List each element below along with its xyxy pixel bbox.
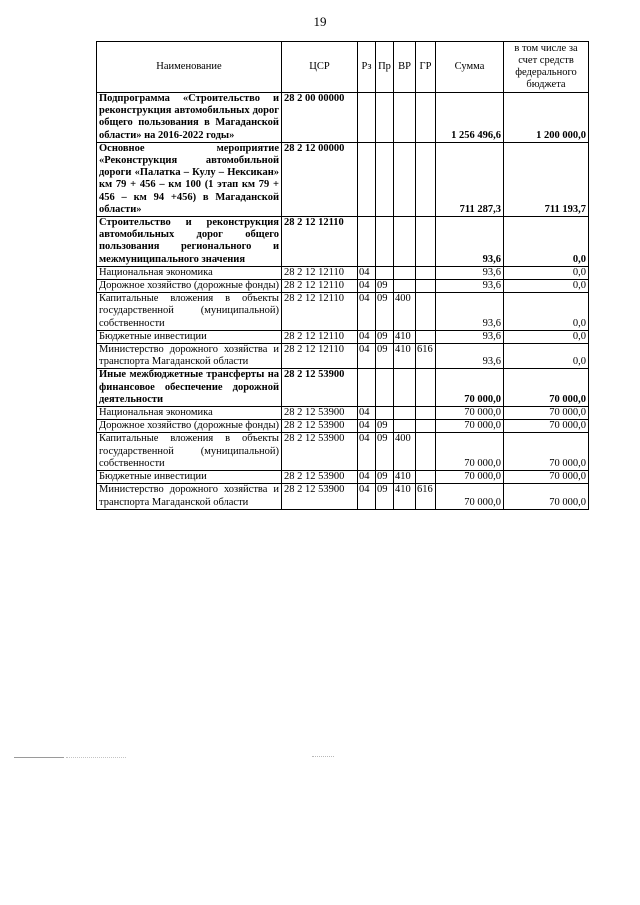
cell-vr: 410 bbox=[394, 484, 416, 509]
cell-federal: 711 193,7 bbox=[504, 142, 589, 216]
cell-federal: 1 200 000,0 bbox=[504, 93, 589, 143]
cell-csr: 28 2 12 53900 bbox=[282, 471, 358, 484]
page-number: 19 bbox=[313, 14, 327, 29]
cell-vr bbox=[394, 217, 416, 267]
cell-name: Основное мероприятие «Реконструкция автомобильной дороги «Палатка – Кулу – Нексикан» км 79 + 456 – км 100 (1 этап км 79 + 456 – км 94 +456) в Магаданской области» bbox=[97, 142, 282, 216]
table-row bbox=[97, 420, 589, 433]
table-row bbox=[97, 330, 589, 343]
cell-name: Национальная экономика bbox=[97, 266, 282, 279]
cell-name: Национальная экономика bbox=[97, 407, 282, 420]
cell-gr: 616 bbox=[416, 484, 436, 509]
table-row bbox=[97, 280, 589, 293]
cell-csr: 28 2 12 12110 bbox=[282, 344, 358, 369]
cell-vr: 410 bbox=[394, 344, 416, 369]
table-row bbox=[97, 93, 589, 143]
cell-vr bbox=[394, 93, 416, 143]
cell-gr bbox=[416, 280, 436, 293]
cell-rz bbox=[358, 369, 376, 407]
cell-csr: 28 2 12 12110 bbox=[282, 330, 358, 343]
cell-rz: 04 bbox=[358, 471, 376, 484]
cell-sum: 1 256 496,6 bbox=[436, 93, 504, 143]
cell-name: Иные межбюджетные трансферты на финансовое обеспечение дорожной деятельности bbox=[97, 369, 282, 407]
cell-rz: 04 bbox=[358, 344, 376, 369]
table-row bbox=[97, 142, 589, 216]
header-gr: ГР bbox=[416, 42, 436, 93]
cell-federal: 70 000,0 bbox=[504, 484, 589, 509]
cell-name: Капитальные вложения в объекты государственной (муниципальной) собственности bbox=[97, 433, 282, 471]
table-header-row bbox=[97, 42, 589, 93]
cell-sum: 70 000,0 bbox=[436, 433, 504, 471]
cell-gr bbox=[416, 293, 436, 331]
cell-rz bbox=[358, 142, 376, 216]
cell-sum: 70 000,0 bbox=[436, 369, 504, 407]
cell-federal: 0,0 bbox=[504, 217, 589, 267]
cell-pr: 09 bbox=[376, 484, 394, 509]
cell-gr bbox=[416, 471, 436, 484]
cell-vr bbox=[394, 266, 416, 279]
cell-csr: 28 2 12 53900 bbox=[282, 433, 358, 471]
header-csr: ЦСР bbox=[282, 42, 358, 93]
cell-gr bbox=[416, 407, 436, 420]
cell-federal: 0,0 bbox=[504, 330, 589, 343]
cell-rz bbox=[358, 217, 376, 267]
cell-sum: 70 000,0 bbox=[436, 420, 504, 433]
cell-gr bbox=[416, 433, 436, 471]
cell-pr bbox=[376, 217, 394, 267]
cell-federal: 0,0 bbox=[504, 344, 589, 369]
cell-federal: 70 000,0 bbox=[504, 420, 589, 433]
cell-pr: 09 bbox=[376, 420, 394, 433]
cell-csr: 28 2 00 00000 bbox=[282, 93, 358, 143]
cell-pr bbox=[376, 407, 394, 420]
cell-pr: 09 bbox=[376, 344, 394, 369]
cell-rz: 04 bbox=[358, 280, 376, 293]
cell-federal: 0,0 bbox=[504, 293, 589, 331]
header-sum: Сумма bbox=[436, 42, 504, 93]
header-rz: Рз bbox=[358, 42, 376, 93]
cell-sum: 70 000,0 bbox=[436, 407, 504, 420]
cell-name: Подпрограмма «Строительство и реконструкция автомобильных дорог общего пользования в Магаданской области» на 2016-2022 годы» bbox=[97, 93, 282, 143]
cell-csr: 28 2 12 12110 bbox=[282, 266, 358, 279]
cell-gr bbox=[416, 93, 436, 143]
cell-sum: 93,6 bbox=[436, 266, 504, 279]
cell-pr bbox=[376, 142, 394, 216]
cell-csr: 28 2 12 12110 bbox=[282, 217, 358, 267]
header-pr: Пр bbox=[376, 42, 394, 93]
scan-artifact-dots bbox=[312, 756, 334, 757]
cell-federal: 70 000,0 bbox=[504, 369, 589, 407]
header-vr: ВР bbox=[394, 42, 416, 93]
cell-csr: 28 2 12 12110 bbox=[282, 293, 358, 331]
cell-rz: 04 bbox=[358, 293, 376, 331]
cell-sum: 93,6 bbox=[436, 293, 504, 331]
table-row bbox=[97, 369, 589, 407]
cell-name: Бюджетные инвестиции bbox=[97, 471, 282, 484]
cell-gr: 616 bbox=[416, 344, 436, 369]
cell-rz: 04 bbox=[358, 407, 376, 420]
table-row bbox=[97, 433, 589, 471]
cell-pr: 09 bbox=[376, 330, 394, 343]
cell-pr bbox=[376, 369, 394, 407]
cell-gr bbox=[416, 217, 436, 267]
cell-sum: 93,6 bbox=[436, 280, 504, 293]
cell-csr: 28 2 12 53900 bbox=[282, 407, 358, 420]
table-row bbox=[97, 407, 589, 420]
cell-csr: 28 2 12 00000 bbox=[282, 142, 358, 216]
cell-name: Дорожное хозяйство (дорожные фонды) bbox=[97, 420, 282, 433]
cell-name: Министерство дорожного хозяйства и транспорта Магаданской области bbox=[97, 344, 282, 369]
cell-gr bbox=[416, 142, 436, 216]
cell-sum: 93,6 bbox=[436, 344, 504, 369]
cell-pr bbox=[376, 93, 394, 143]
table-row bbox=[97, 484, 589, 509]
scan-artifact-line bbox=[14, 757, 64, 758]
cell-pr: 09 bbox=[376, 433, 394, 471]
cell-federal: 70 000,0 bbox=[504, 471, 589, 484]
cell-vr: 410 bbox=[394, 471, 416, 484]
cell-rz: 04 bbox=[358, 420, 376, 433]
cell-rz: 04 bbox=[358, 433, 376, 471]
cell-vr: 400 bbox=[394, 293, 416, 331]
table-row bbox=[97, 293, 589, 331]
cell-csr: 28 2 12 53900 bbox=[282, 369, 358, 407]
budget-table bbox=[96, 41, 589, 510]
cell-vr bbox=[394, 142, 416, 216]
cell-rz: 04 bbox=[358, 330, 376, 343]
cell-pr: 09 bbox=[376, 280, 394, 293]
cell-pr: 09 bbox=[376, 293, 394, 331]
cell-federal: 70 000,0 bbox=[504, 407, 589, 420]
cell-rz bbox=[358, 93, 376, 143]
cell-sum: 711 287,3 bbox=[436, 142, 504, 216]
cell-name: Капитальные вложения в объекты государственной (муниципальной) собственности bbox=[97, 293, 282, 331]
cell-vr bbox=[394, 407, 416, 420]
table-row bbox=[97, 217, 589, 267]
table-row bbox=[97, 266, 589, 279]
cell-sum: 70 000,0 bbox=[436, 471, 504, 484]
cell-vr: 410 bbox=[394, 330, 416, 343]
cell-federal: 0,0 bbox=[504, 280, 589, 293]
table-row bbox=[97, 471, 589, 484]
cell-federal: 0,0 bbox=[504, 266, 589, 279]
cell-gr bbox=[416, 420, 436, 433]
cell-name: Дорожное хозяйство (дорожные фонды) bbox=[97, 280, 282, 293]
cell-csr: 28 2 12 53900 bbox=[282, 484, 358, 509]
table-body bbox=[97, 93, 589, 510]
cell-csr: 28 2 12 53900 bbox=[282, 420, 358, 433]
cell-gr bbox=[416, 330, 436, 343]
cell-gr bbox=[416, 369, 436, 407]
cell-sum: 93,6 bbox=[436, 217, 504, 267]
cell-vr bbox=[394, 280, 416, 293]
cell-name: Министерство дорожного хозяйства и транспорта Магаданской области bbox=[97, 484, 282, 509]
header-federal: в том числе за счет средств федерального бюджета bbox=[504, 42, 589, 93]
cell-federal: 70 000,0 bbox=[504, 433, 589, 471]
cell-vr bbox=[394, 420, 416, 433]
cell-pr bbox=[376, 266, 394, 279]
cell-sum: 93,6 bbox=[436, 330, 504, 343]
table-row bbox=[97, 344, 589, 369]
header-name: Наименование bbox=[97, 42, 282, 93]
cell-name: Строительство и реконструкция автомобильных дорог общего пользования регионального и межмуниципального значения bbox=[97, 217, 282, 267]
cell-vr: 400 bbox=[394, 433, 416, 471]
scan-artifact-dots bbox=[66, 757, 126, 758]
cell-rz: 04 bbox=[358, 484, 376, 509]
cell-csr: 28 2 12 12110 bbox=[282, 280, 358, 293]
cell-name: Бюджетные инвестиции bbox=[97, 330, 282, 343]
cell-rz: 04 bbox=[358, 266, 376, 279]
cell-vr bbox=[394, 369, 416, 407]
cell-gr bbox=[416, 266, 436, 279]
cell-sum: 70 000,0 bbox=[436, 484, 504, 509]
cell-pr: 09 bbox=[376, 471, 394, 484]
